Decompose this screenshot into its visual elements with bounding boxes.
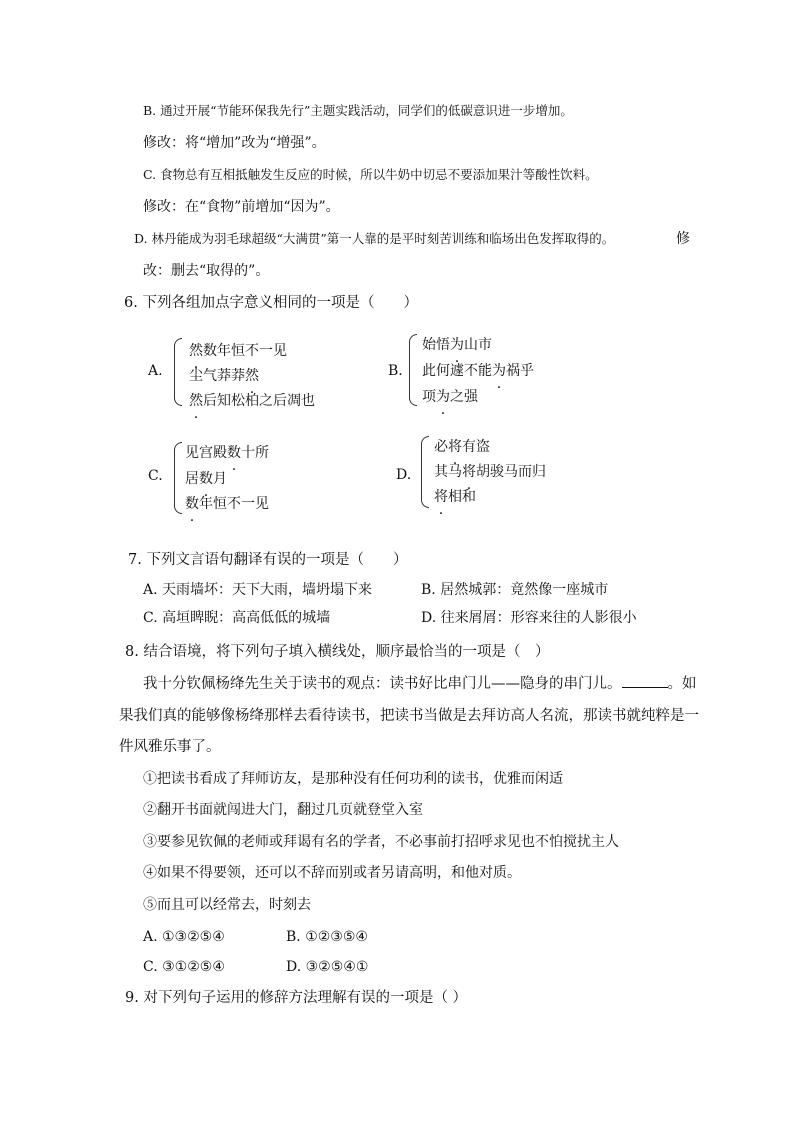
q6-group-c-line-3: 数年恒不一见	[185, 496, 269, 512]
q7-option-d: D. 往来屑屑：形容来往的人影很小	[421, 610, 637, 626]
q5-option-c-fix: 修改：在“食物”前增加“因为”。	[143, 199, 340, 215]
q5-option-d-fix-start: 修	[676, 231, 690, 247]
q7-option-b: B. 居然城郭：竟然像一座城市	[421, 582, 609, 598]
q6-group-d-line-3: 将相和	[434, 489, 476, 505]
q8-sentence-4: ④如果不得要领，还可以不辞而别或者另请高明，和他对质。	[143, 865, 521, 881]
q6-group-d-line-1: 必将有盗	[434, 439, 490, 455]
q8-stem: 8. 结合语境，将下列句子填入横线处，顺序最恰当的一项是（ ）	[125, 644, 550, 660]
q7-option-c: C. 高垣睥睨：高高低低的城墙	[143, 610, 331, 626]
q6-group-b-line-3: 项为之强	[422, 389, 478, 405]
q6-stem: 6. 下列各组加点字意义相同的一项是（ ）	[124, 295, 418, 311]
q6-group-a-brace	[174, 338, 182, 406]
q6-group-b-brace	[409, 334, 417, 406]
q7-option-a: A. 天雨墙坏：天下大雨，墙坍塌下来	[143, 582, 373, 598]
q6-group-b-line-1: 始悟为山市	[422, 337, 492, 353]
q6-group-a-line-3: 然后知松柏之后凋也	[189, 393, 315, 409]
q9-stem: 9. 对下列句子运用的修辞方法理解有误的一项是（ ）	[125, 990, 468, 1006]
q5-option-b: B. 通过开展“节能环保我先行”主题实践活动，同学们的低碳意识进一步增加。	[143, 103, 573, 118]
q6-group-d-brace	[421, 436, 429, 508]
q8-sentence-2: ②翻开书面就闯进大门，翻过几页就登堂入室	[143, 802, 423, 818]
q6-group-a-label: A.	[148, 363, 163, 379]
q8-sentence-3: ③要参见钦佩的老师或拜谒有名的学者，不必事前打招呼求见也不怕搅扰主人	[143, 834, 619, 850]
q6-group-d-label: D.	[396, 467, 412, 483]
q6-group-a-line-1: 然数年恒不一见	[189, 343, 287, 359]
q8-option-b: B. ①②③⑤④	[286, 929, 368, 945]
q6-group-c-line-2: 居数月	[185, 471, 227, 487]
q8-option-a: A. ①③②⑤④	[143, 929, 225, 945]
q8-sentence-5: ⑤而且可以经常去，时刻去	[143, 897, 311, 913]
q5-option-c: C. 食物总有互相抵触发生反应的时候，所以牛奶中切忌不要添加果汁等酸性饮料。	[143, 167, 598, 182]
q8-option-d: D. ③②⑤④①	[286, 959, 369, 975]
q7-stem: 7. 下列文言语句翻译有误的一项是（ ）	[128, 552, 408, 568]
q8-passage-line-3: 件风雅乐事了。	[119, 739, 221, 755]
q6-group-b-label: B.	[388, 363, 403, 379]
q8-option-c: C. ③①②⑤④	[143, 959, 225, 975]
q8-sentence-1: ①把读书看成了拜师访友，是那种没有任何功利的读书，优雅而闲适	[143, 771, 563, 787]
q5-option-b-fix: 修改：将“增加”改为“增强”。	[143, 135, 326, 151]
q6-group-c-brace	[174, 442, 182, 514]
q6-group-c-label: C.	[148, 468, 163, 484]
q5-option-d-fix: 改：删去“取得的”。	[143, 263, 270, 279]
q8-passage-line-2: 果我们真的能够像杨绛那样去看待读书，把读书当做是去拜访高人名流，那读书就纯粹是一	[119, 708, 699, 724]
q6-group-b-line-2: 此何遽不能为祸乎	[422, 363, 534, 379]
q6-group-d-line-2: 其马将胡骏马而归	[434, 464, 546, 480]
q5-option-d: D. 林丹能成为羽毛球超级“大满贯”第一人靠的是平时刻苦训练和临场出色发挥取得的。	[134, 231, 615, 246]
q6-group-a-line-2: 尘气莽莽然	[189, 368, 259, 384]
q8-passage-line-1: 我十分钦佩杨绛先生关于读书的观点：读书好比串门儿——隐身的串门儿。 。如	[143, 676, 697, 692]
q8-fill-blank	[622, 675, 668, 688]
q6-group-c-line-1: 见宫殿数十所	[185, 445, 269, 461]
